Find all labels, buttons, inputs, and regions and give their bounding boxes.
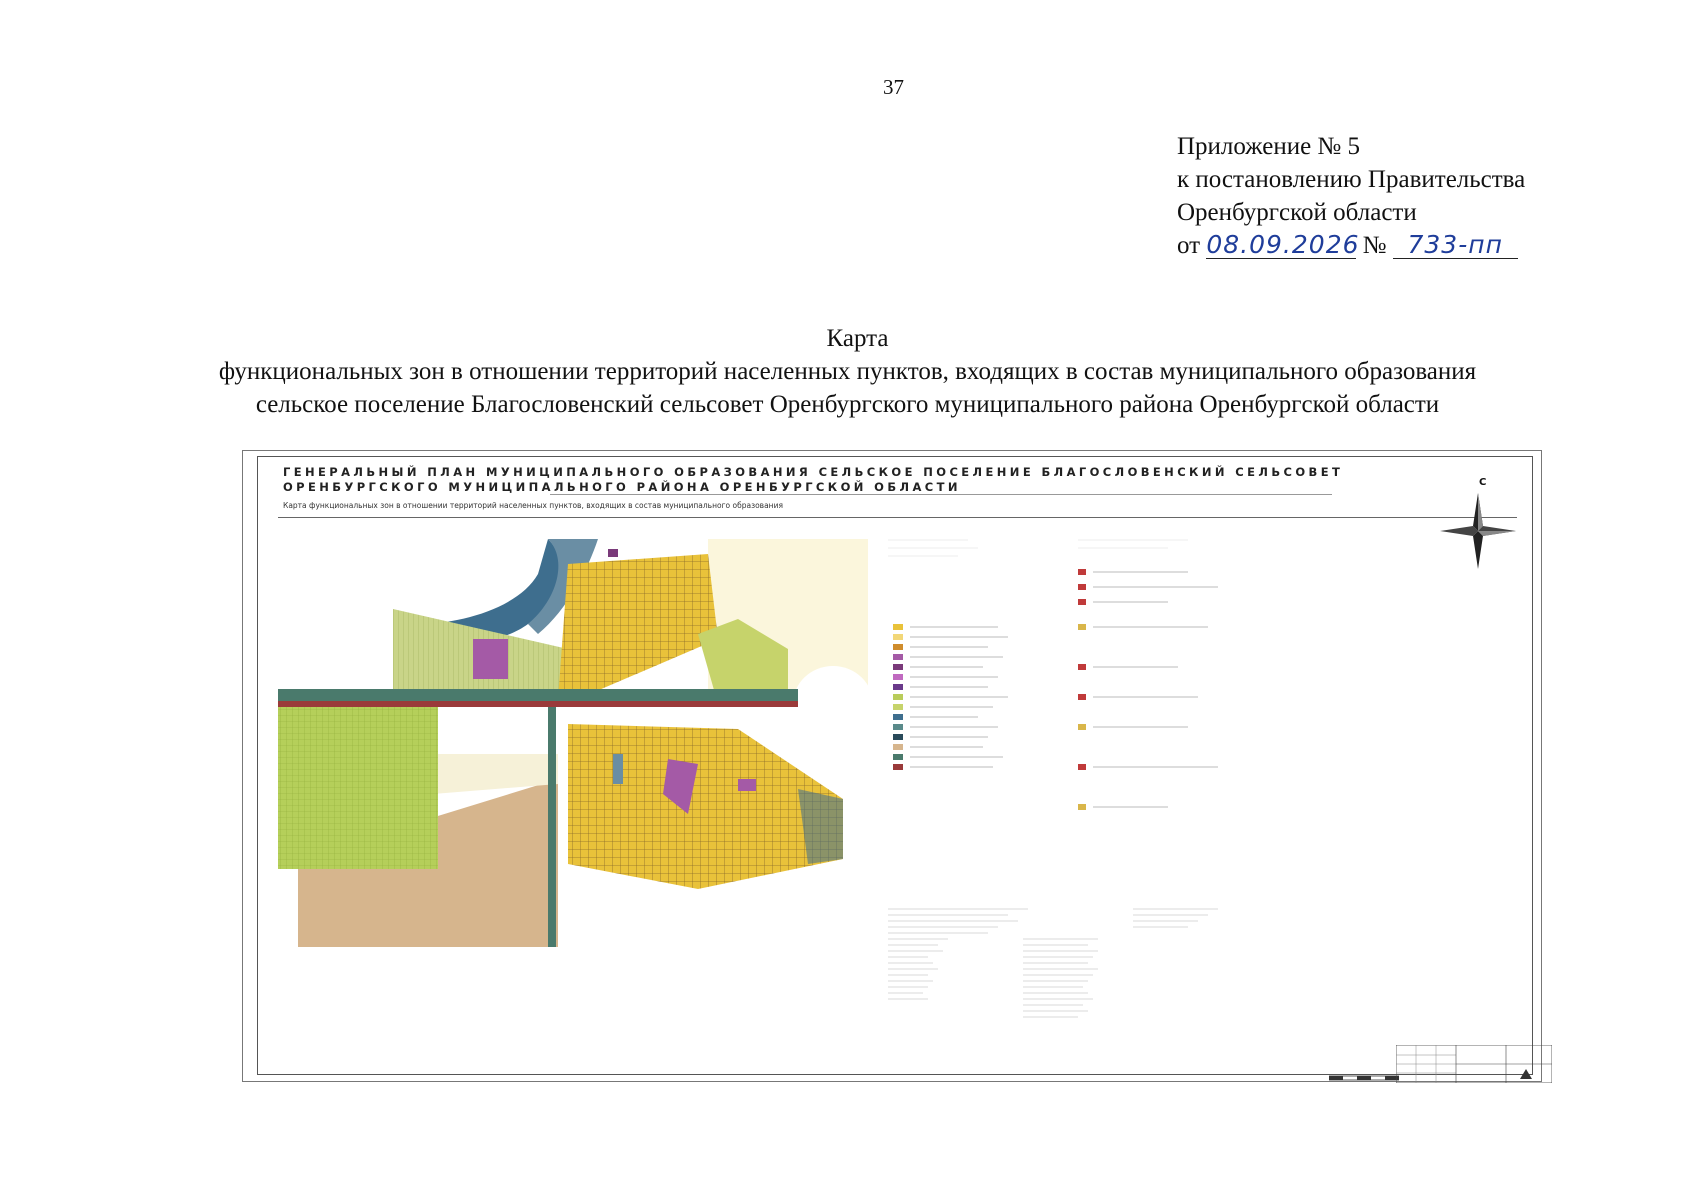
document-title-line3: сельское поселение Благословенский сельсовет Оренбургского муниципального района Оренбургской области [255,391,1440,418]
sheet-subtitle: Карта функциональных зон в отношении территорий населенных пунктов, входящих в состав муниципального образования [283,501,783,510]
main-road [278,701,798,707]
header-divider [550,494,1332,495]
document-title-line2: функциональных зон в отношении территорий населенных пунктов, входящих в состав муниципального образования [218,358,1477,385]
sheet-frame [257,456,1533,1075]
map-notes [888,905,1288,1035]
title-block-stamp [1396,1045,1552,1083]
road-verge [278,689,798,701]
agricultural-zone-west [278,689,438,869]
document-title: Карта [826,325,889,352]
compass-north-label: С [1479,477,1487,488]
handwritten-number: 733-пп [1393,232,1518,259]
map-legend [888,534,1268,834]
legend-swatches [893,624,903,770]
header-rule [278,517,1517,518]
date-prefix: от [1177,232,1201,259]
sheet-header-line1: ГЕНЕРАЛЬНЫЙ ПЛАН МУНИЦИПАЛЬНОГО ОБРАЗОВАНИЯ СЕЛЬСКОЕ ПОСЕЛЕНИЕ БЛАГОСЛОВЕНСКИЙ СЕЛЬСОВЕТ [283,465,1344,479]
handwritten-date: 08.09.2026 [1206,230,1360,259]
appendix-title: Приложение № 5 [1177,133,1361,160]
public-zone-south-2 [613,754,623,784]
appendix-resolution: к постановлению Правительства [1177,166,1526,193]
appendix-date-line [1177,229,1525,262]
public-zone-north [473,639,508,679]
compass-rose-icon [1438,491,1518,571]
appendix-block [1177,130,1525,262]
appendix-region: Оренбургской области [1177,199,1417,226]
public-zone-south-3 [738,779,756,791]
public-zone-small [608,549,618,557]
page-number: 37 [883,75,904,99]
sheet-header-line2: ОРЕНБУРГСКОГО МУНИЦИПАЛЬНОГО РАЙОНА ОРЕНБУРГСКОЙ ОБЛАСТИ [283,480,961,494]
map-sheet [242,450,1542,1082]
legend-symbols [1078,569,1086,810]
functional-zones-map [268,529,868,947]
number-sign: № [1362,232,1387,259]
vertical-road [548,707,556,947]
scale-bar [1329,1075,1399,1081]
